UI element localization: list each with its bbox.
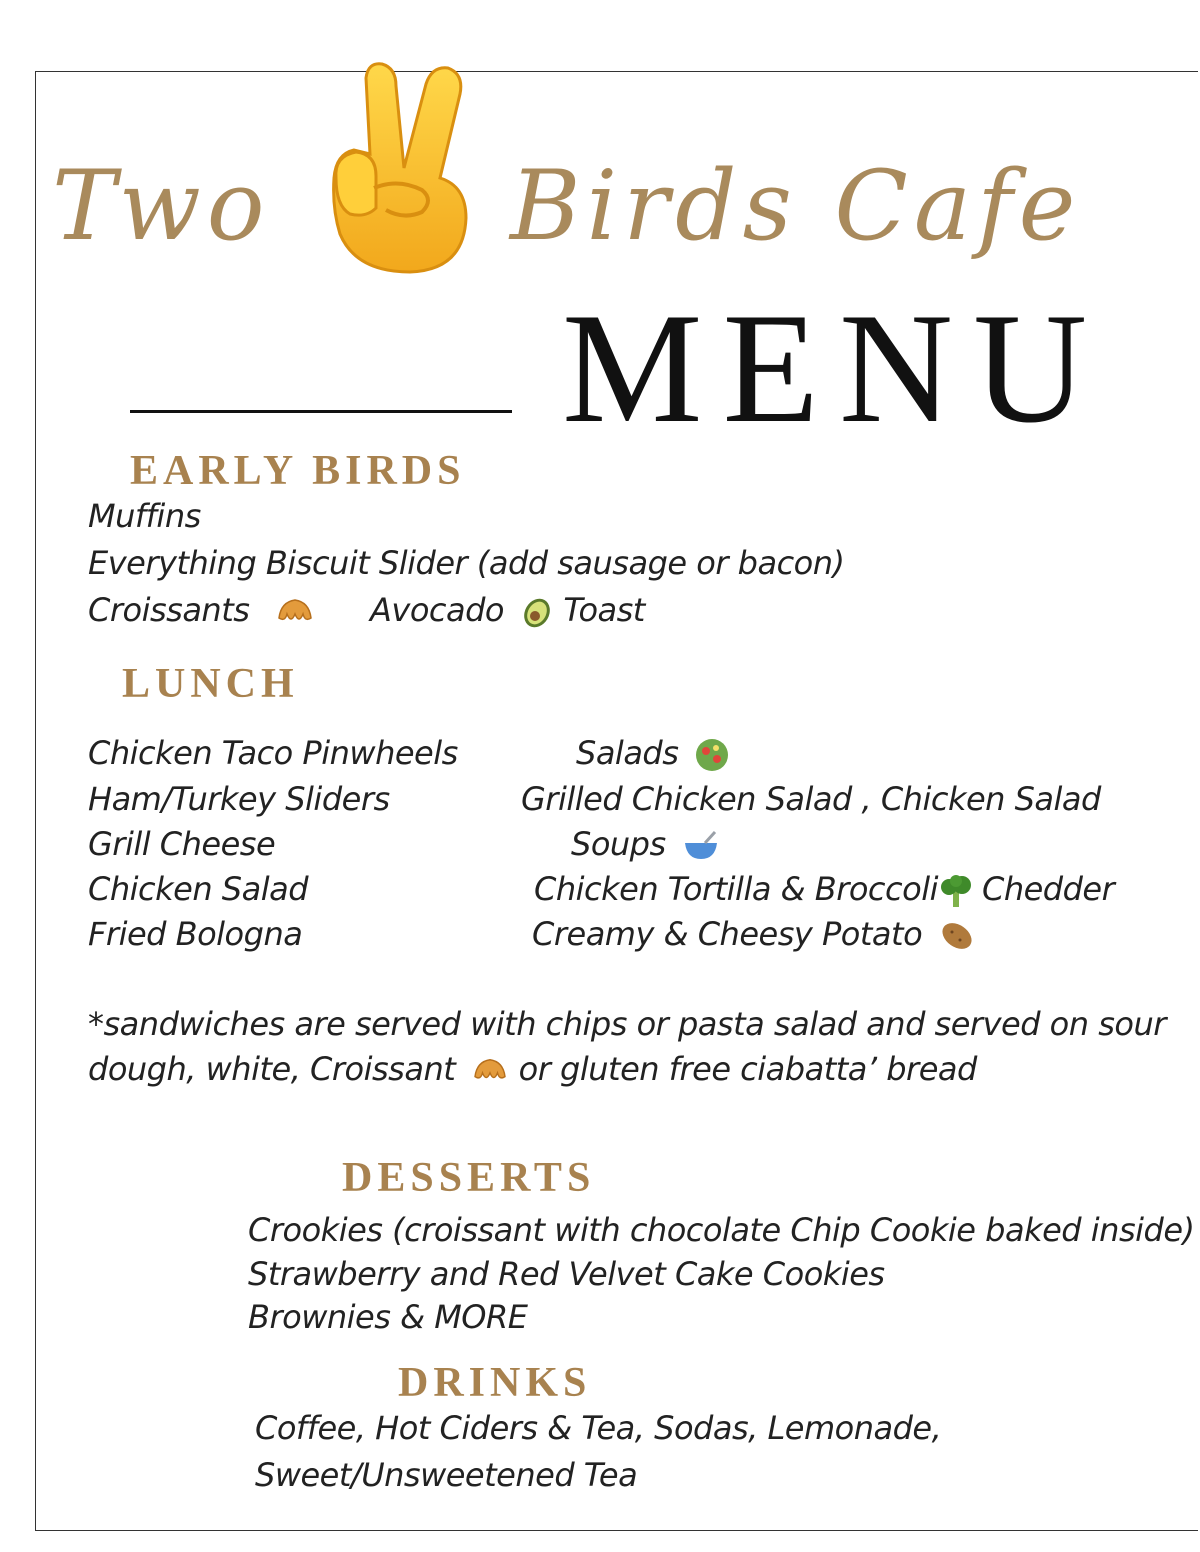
menu-item: Chicken Taco Pinwheels	[88, 734, 458, 772]
section-heading-early-birds: EARLY BIRDS	[130, 448, 466, 494]
menu-heading: MENU	[562, 281, 1108, 456]
menu-item	[534, 870, 1115, 909]
menu-item-label: Soups	[571, 825, 666, 863]
menu-item: Everything Biscuit Slider (add sausage or bacon)	[88, 544, 845, 582]
menu-item	[532, 915, 976, 954]
menu-item: Strawberry and Red Velvet Cake Cookies	[248, 1255, 885, 1293]
menu-item-label: Chedder	[981, 870, 1115, 908]
menu-item-label: Toast	[563, 591, 645, 629]
menu-item: Muffins	[88, 497, 201, 535]
menu-item	[576, 734, 730, 773]
salad-icon	[694, 737, 730, 773]
note-text: or gluten free ciabatta’ bread	[518, 1050, 977, 1088]
menu-item: Sweet/Unsweetened Tea	[255, 1456, 638, 1494]
section-heading-lunch: LUNCH	[122, 661, 299, 707]
cafe-title-birds-cafe: Birds Cafe	[510, 150, 1082, 262]
menu-item: Grilled Chicken Salad , Chicken Salad	[521, 780, 1101, 818]
divider-line	[130, 410, 512, 413]
section-heading-desserts: DESSERTS	[342, 1155, 596, 1201]
croissant-icon	[471, 1056, 509, 1086]
cafe-title-word-two: Two	[52, 150, 271, 262]
menu-item	[88, 591, 315, 629]
menu-item-label: Avocado	[370, 591, 504, 629]
broccoli-icon	[938, 873, 974, 909]
avocado-icon	[520, 594, 554, 630]
sandwich-note-line: *sandwiches are served with chips or pasta salad and served on sour	[88, 1005, 1166, 1043]
menu-item: Crookies (croissant with chocolate Chip Cookie baked inside)	[248, 1211, 1195, 1249]
menu-item: Ham/Turkey Sliders	[88, 780, 390, 818]
menu-item	[571, 825, 721, 863]
potato-icon	[938, 918, 976, 954]
menu-item: Coffee, Hot Ciders & Tea, Sodas, Lemonade,	[255, 1409, 942, 1447]
menu-item: Brownies & MORE	[248, 1298, 528, 1336]
croissant-icon	[275, 596, 315, 628]
menu-item: Grill Cheese	[88, 825, 276, 863]
menu-item-label: Salads	[576, 734, 679, 772]
section-heading-drinks: DRINKS	[398, 1360, 592, 1406]
menu-item-label: Chicken Tortilla & Broccoli	[534, 870, 938, 908]
menu-item-label: Creamy & Cheesy Potato	[532, 915, 923, 953]
menu-item-label: Croissants	[88, 591, 250, 629]
victory-hand-icon	[326, 58, 476, 280]
menu-item: Chicken Salad	[88, 870, 309, 908]
menu-item	[370, 591, 645, 630]
soup-bowl-icon	[681, 829, 721, 863]
note-text: dough, white, Croissant	[88, 1050, 456, 1088]
sandwich-note-line	[88, 1050, 977, 1088]
menu-item: Fried Bologna	[88, 915, 303, 953]
